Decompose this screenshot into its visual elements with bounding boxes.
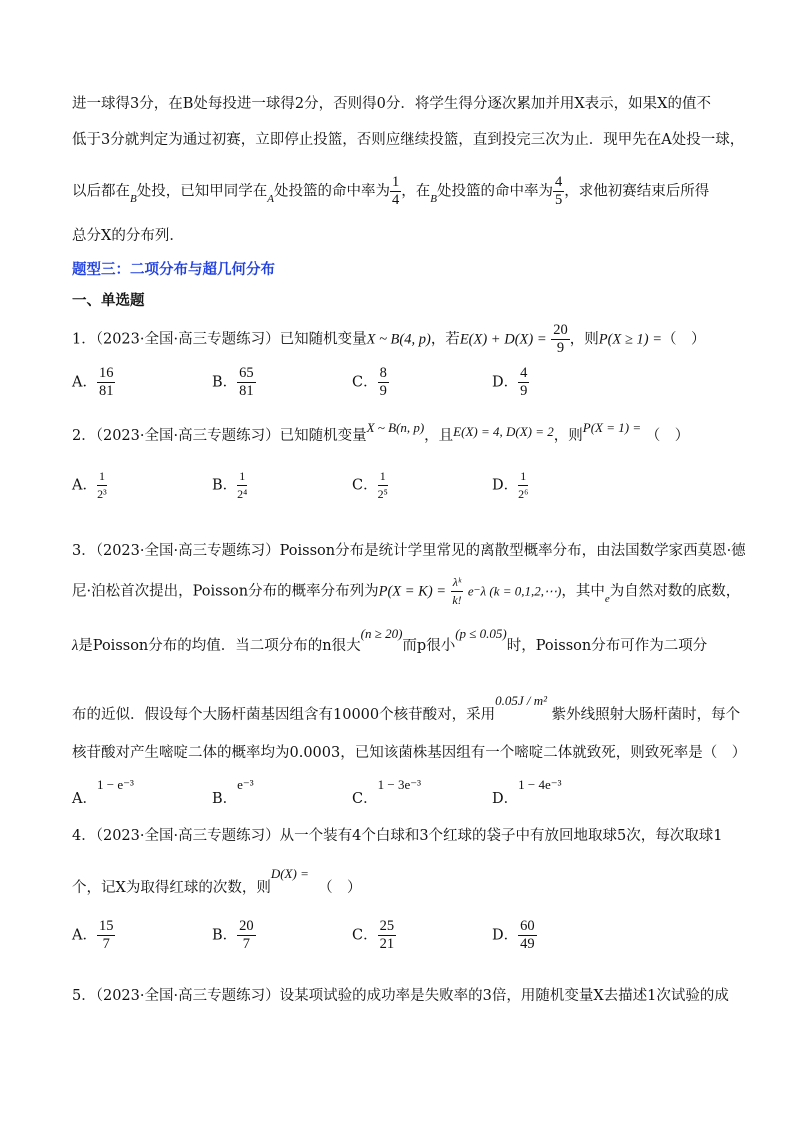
q3-line-1: 3．（2023·全国·高三专题练习）Poisson分布是统计学里常见的离散型概率分布，由法国数学家西莫恩·德 <box>72 543 746 559</box>
frac-num: 1 <box>97 468 107 486</box>
q3-text: 为自然对数的底数， <box>609 583 741 600</box>
option-fraction <box>237 468 247 503</box>
q3-text: 时，Poisson分布可作为二项分 <box>506 638 708 654</box>
option-letter: C． <box>352 477 378 494</box>
q2-math: P(X = 1) = <box>582 420 642 435</box>
frac-num: 8 <box>379 365 387 381</box>
frac-num: 60 <box>520 918 535 934</box>
q2-option-c <box>352 468 388 503</box>
option-fraction <box>97 468 107 503</box>
q3-text: 是Poisson分布的均值．当二项分布的n很大 <box>78 638 361 654</box>
frac-den: 81 <box>239 383 254 399</box>
frac-den: 2³ <box>97 487 107 501</box>
q3-line-2 <box>72 574 740 609</box>
frac-num: 4 <box>554 174 563 190</box>
frac-num: 20 <box>553 322 568 338</box>
q3-math: P(X = K) = <box>378 583 447 600</box>
q1-math: E(X) + D(X) = <box>459 331 547 348</box>
q2-option-a <box>72 468 107 503</box>
intro-line-2: 低于3分就判定为通过初赛，立即停止投篮，否则应继续投篮，直到投完三次为止．现甲先在A处投一球， <box>72 132 745 148</box>
q5-line-1: 5．（2023·全国·高三专题练习）设某项试验的成功率是失败率的3倍，用随机变量X去描述1次试验的成 <box>72 988 729 1004</box>
q4-text: 个，记X为取得红球的次数，则 <box>72 880 271 896</box>
q2-option-b <box>212 468 247 503</box>
option-fraction <box>378 918 397 953</box>
frac-num: 65 <box>239 365 254 381</box>
q2-option-d <box>492 468 528 503</box>
q3-line-4 <box>72 693 741 725</box>
option-letter: C． <box>352 374 378 391</box>
q2-text: ，且 <box>424 428 454 444</box>
intro-l3-text: 处投篮的命中率为 <box>436 183 553 200</box>
option-letter: B． <box>212 791 238 807</box>
q3-text: 尼·泊松首次提出，Poisson分布的概率分布列为 <box>72 583 379 600</box>
frac-den: 49 <box>520 936 535 952</box>
intro-l3-var-b: B <box>430 192 437 205</box>
fraction-one-quarter <box>390 174 401 209</box>
option-text: 1 − e⁻³ <box>96 777 134 792</box>
section-title: 题型三：二项分布与超几何分布 <box>72 262 275 278</box>
option-fraction <box>518 468 528 503</box>
q4-line-1: 4．（2023·全国·高三专题练习）从一个装有4个白球和3个红球的袋子中有放回地取球5次，每次取球1 <box>72 828 723 844</box>
q3-math: (n ≥ 20) <box>360 626 403 641</box>
frac-num: 25 <box>379 918 395 934</box>
option-letter: D． <box>492 477 519 494</box>
q1-text: ，若 <box>430 331 460 348</box>
q3-option-a <box>72 773 134 807</box>
option-fraction <box>518 918 537 953</box>
frac-den: 9 <box>556 340 565 356</box>
option-fraction <box>237 918 256 953</box>
frac-num: 1 <box>237 468 247 486</box>
q1-stem <box>72 322 705 357</box>
intro-l3-text: 以后都在 <box>72 183 130 200</box>
frac-den: 9 <box>520 383 528 399</box>
q1-fraction <box>551 322 570 357</box>
intro-l3-text: 处投，已知甲同学在 <box>136 183 268 200</box>
q4-option-b <box>212 918 256 953</box>
frac-den: 4 <box>391 192 400 208</box>
option-letter: B． <box>212 927 238 944</box>
intro-line-3 <box>72 174 709 209</box>
frac-num: λᵏ <box>451 574 464 592</box>
q2-math: X ~ B(n, p) <box>366 420 425 435</box>
intro-l3-text: ，求他初赛结束后所得 <box>564 183 710 200</box>
subsection-title: 一、单选题 <box>72 293 145 309</box>
intro-l3-text: ，在 <box>401 183 431 200</box>
q3-option-b <box>212 773 254 807</box>
q2-text: ，则 <box>553 428 583 444</box>
q1-text: ，则 <box>569 331 599 348</box>
q3-math: e⁻λ (k = 0,1,2,⋯) <box>467 583 562 599</box>
option-letter: C． <box>352 791 378 807</box>
q2-text: 2．（2023·全国·高三专题练习）已知随机变量 <box>72 428 367 444</box>
option-letter: B． <box>212 477 238 494</box>
q4-line-2 <box>72 866 362 898</box>
intro-l3-var-a: A <box>267 192 274 205</box>
option-letter: A． <box>72 477 97 494</box>
option-letter: D． <box>492 374 519 391</box>
intro-l3-var-b: B <box>130 192 137 205</box>
q2-answer-bracket: （ ） <box>645 428 690 444</box>
frac-den: 21 <box>379 936 395 952</box>
q4-option-c <box>352 918 396 953</box>
frac-num: 1 <box>391 174 400 190</box>
q4-option-d <box>492 918 537 953</box>
q3-text: 紫外线照射大肠杆菌时，每个 <box>551 707 741 723</box>
option-letter: A． <box>72 791 97 807</box>
q4-option-a <box>72 918 115 953</box>
option-fraction <box>378 468 388 503</box>
q3-text: 而p很小 <box>402 638 456 654</box>
frac-num: 20 <box>239 918 254 934</box>
frac-den: k! <box>452 593 462 607</box>
frac-num: 16 <box>98 365 114 381</box>
q3-option-c <box>352 773 421 807</box>
frac-den: 7 <box>102 936 110 952</box>
frac-num: 1 <box>378 468 388 486</box>
option-letter: C． <box>352 927 378 944</box>
q3-math: 0.05J / m² <box>495 693 548 708</box>
option-letter: D． <box>492 791 519 807</box>
q3-var-e: e <box>604 592 610 605</box>
option-fraction <box>378 365 389 400</box>
q1-text: 1．（2023·全国·高三专题练习）已知随机变量 <box>72 331 367 348</box>
option-fraction <box>518 365 529 400</box>
frac-den: 7 <box>242 936 251 952</box>
q3-poisson-fraction <box>451 574 464 609</box>
q3-line-3 <box>72 626 708 656</box>
q3-line-5: 核苷酸对产生嘧啶二体的概率均为0.0003，已知该菌株基因组有一个嘧啶二体就致死，则致死率是（ ） <box>72 745 747 761</box>
frac-den: 2⁶ <box>518 487 529 501</box>
frac-den: 2⁵ <box>377 487 388 501</box>
frac-den: 81 <box>98 383 114 399</box>
q4-math: D(X) = <box>270 866 309 881</box>
q3-option-d <box>492 773 562 807</box>
frac-num: 1 <box>518 468 528 486</box>
option-fraction <box>97 365 116 400</box>
q3-lambda: λ <box>72 638 79 654</box>
q1-math: P(X ≥ 1) = <box>598 331 662 348</box>
intro-line-1: 进一球得3分，在B处每投进一球得2分，否则得0分．将学生得分逐次累加并用X表示，如果X的值不 <box>72 96 711 112</box>
frac-den: 2⁴ <box>237 487 248 501</box>
frac-num: 15 <box>98 918 114 934</box>
intro-line-4: 总分X的分布列． <box>72 228 184 244</box>
q3-text: ，其中 <box>561 583 605 600</box>
q2-math: E(X) = 4, D(X) = 2 <box>453 424 554 439</box>
q1-option-b <box>212 365 256 400</box>
fraction-four-fifths <box>553 174 564 209</box>
q1-math: X ~ B(4, p) <box>366 331 431 348</box>
option-fraction <box>97 918 116 953</box>
q1-option-d <box>492 365 529 400</box>
option-fraction <box>237 365 256 400</box>
q1-answer-bracket: （ ） <box>661 331 706 348</box>
frac-num: 4 <box>520 365 528 381</box>
option-text: 1 − 3e⁻³ <box>377 777 421 792</box>
option-letter: B． <box>212 374 238 391</box>
option-letter: A． <box>72 374 97 391</box>
option-text: e⁻³ <box>237 777 254 792</box>
frac-den: 5 <box>554 192 563 208</box>
q2-stem <box>72 420 690 446</box>
q3-text: 布的近似．假设每个大肠杆菌基因组含有10000个核苷酸对，采用 <box>72 707 496 723</box>
q3-math: (p ≤ 0.05) <box>455 626 507 641</box>
intro-l3-text: 处投篮的命中率为 <box>273 183 390 200</box>
option-text: 1 − 4e⁻³ <box>518 777 562 792</box>
q4-answer-bracket: （ ） <box>318 880 362 896</box>
frac-den: 9 <box>379 383 387 399</box>
q1-option-c <box>352 365 389 400</box>
option-letter: D． <box>492 927 519 944</box>
q1-option-a <box>72 365 115 400</box>
option-letter: A． <box>72 927 97 944</box>
